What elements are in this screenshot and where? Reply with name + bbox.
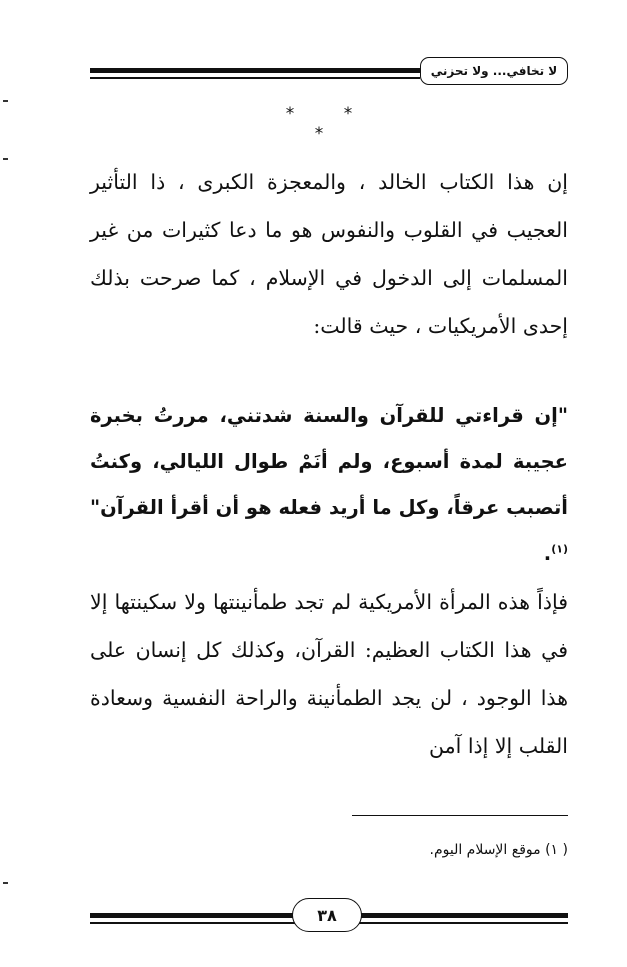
paragraph-1: إن هذا الكتاب الخالد ، والمعجزة الكبرى ، ذا التأثير العجيب في القلوب والنفوس هو ما دعا كثيرات من غير المسلمات إلى الدخول في الإسلام ، كما صرحت بذلك إحدى الأمريكيات ، حيث قالت: <box>90 170 568 338</box>
paragraph-3: فإذاً هذه المرأة الأمريكية لم تجد طمأنينتها ولا سكينتها إلا في هذا الكتاب العظيم: القرآن، وكذلك كل إنسان على هذا الوجود ، لن يجد الطمأنينة والراحة النفسية وسعادة القلب إلا إذا آمن <box>90 590 568 758</box>
quote-paragraph <box>90 393 568 577</box>
footnote-divider <box>352 815 568 816</box>
header-rule-thin <box>90 77 420 79</box>
page-number: ٣٨ <box>292 898 362 932</box>
margin-mark <box>3 158 8 160</box>
section-separator: * * * <box>285 104 375 144</box>
header-rule-thick <box>90 68 420 73</box>
margin-mark <box>3 100 8 102</box>
quote-text: "إن قراءتي للقرآن والسنة شدتني، مررتُ بخبرة عجيبة لمدة أسبوع، ولم أنَمْ طوال الليالي، وكنتُ أتصبب عرقاً، وكل ما أريد فعله هو أن أقرأ القرآن" <box>90 404 568 519</box>
footnote-text: ( ١) موقع الإسلام اليوم. <box>429 842 568 858</box>
margin-mark <box>3 882 8 884</box>
quote-period: . <box>543 542 552 565</box>
running-title: لا تخافي... ولا تحزني <box>420 57 568 85</box>
footnote-reference: (١) <box>551 542 568 556</box>
